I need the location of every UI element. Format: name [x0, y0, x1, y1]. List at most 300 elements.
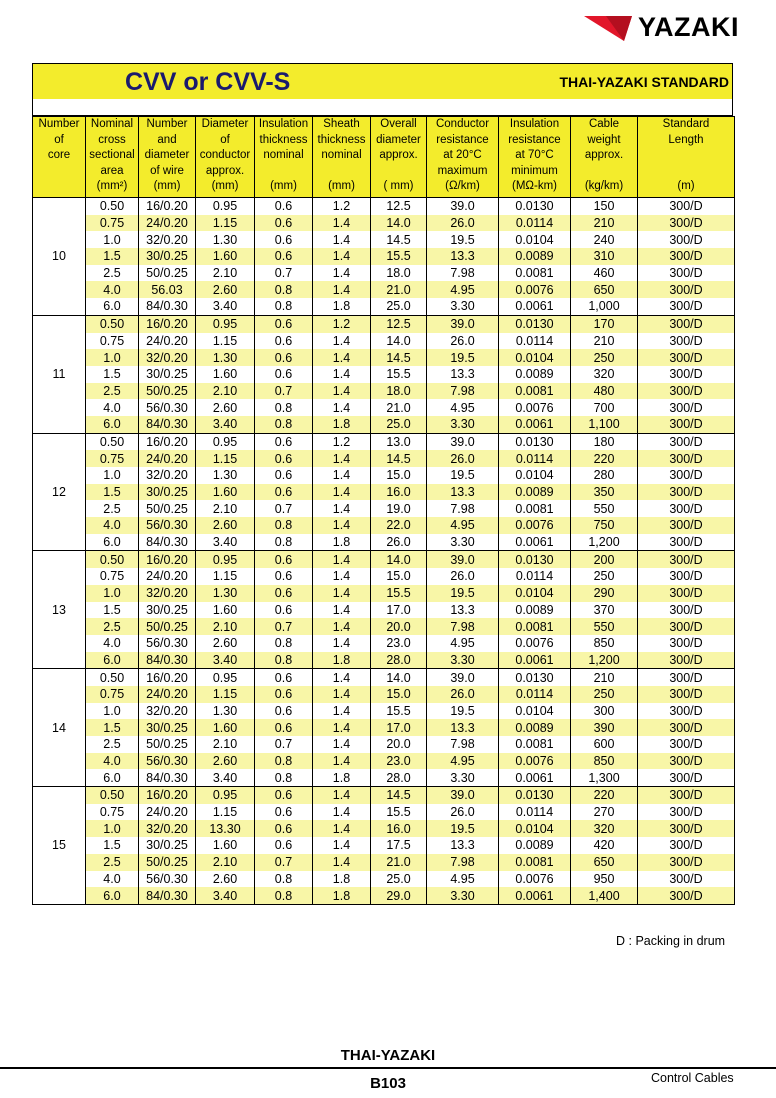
table-row: [33, 635, 735, 652]
table-cell: 1.4: [313, 787, 371, 804]
table-cell: 0.6: [255, 333, 313, 350]
table-cell: 1,000: [571, 298, 638, 315]
table-cell: 19.5: [427, 231, 499, 248]
table-cell: 300/D: [638, 534, 735, 551]
table-cell: 1.15: [196, 215, 255, 232]
table-cell: 21.0: [371, 854, 427, 871]
table-cell: 84/0.30: [139, 769, 196, 786]
table-cell: 0.0104: [499, 820, 571, 837]
table-cell: 0.6: [255, 602, 313, 619]
table-cell: 6.0: [86, 769, 139, 786]
table-cell: 4.0: [86, 399, 139, 416]
table-cell: 13.3: [427, 484, 499, 501]
table-cell: 1.4: [313, 248, 371, 265]
header-line: minimum: [511, 164, 558, 177]
table-cell: 7.98: [427, 500, 499, 517]
table-cell: 1.8: [313, 871, 371, 888]
table-cell: 300/D: [638, 871, 735, 888]
table-cell: 13.3: [427, 719, 499, 736]
table-cell: 0.0130: [499, 551, 571, 568]
table-cell: 7.98: [427, 383, 499, 400]
header-line: Number: [146, 118, 188, 130]
column-header: [196, 117, 255, 198]
table-cell: 1.2: [313, 433, 371, 450]
table-cell: 4.95: [427, 517, 499, 534]
table-cell: 0.8: [255, 517, 313, 534]
table-cell: 17.0: [371, 602, 427, 619]
table-cell: 1.4: [313, 602, 371, 619]
table-cell: 0.8: [255, 281, 313, 298]
header-line: (mm²): [96, 180, 128, 192]
table-cell: 1.4: [313, 568, 371, 585]
table-row: [33, 231, 735, 248]
table-cell: 7.98: [427, 736, 499, 753]
table-cell: 1.60: [196, 719, 255, 736]
table-cell: 14.0: [371, 551, 427, 568]
table-cell: 0.0130: [499, 787, 571, 804]
table-cell: 32/0.20: [139, 703, 196, 720]
table-cell: 1.5: [86, 602, 139, 619]
table-cell: 300/D: [638, 315, 735, 332]
table-cell: 1.60: [196, 484, 255, 501]
table-cell: 0.6: [255, 703, 313, 720]
table-cell: 1.15: [196, 686, 255, 703]
table-cell: 3.30: [427, 534, 499, 551]
table-cell: 2.5: [86, 618, 139, 635]
table-cell: 16/0.20: [139, 551, 196, 568]
table-cell: 50/0.25: [139, 736, 196, 753]
column-header: [139, 117, 196, 198]
table-cell: 0.75: [86, 215, 139, 232]
table-cell: 300/D: [638, 517, 735, 534]
table-cell: 210: [571, 215, 638, 232]
table-cell: 300/D: [638, 433, 735, 450]
table-cell: 950: [571, 871, 638, 888]
table-cell: 0.0114: [499, 450, 571, 467]
table-cell: 1.0: [86, 349, 139, 366]
table-cell: 300/D: [638, 383, 735, 400]
table-cell: 300/D: [638, 787, 735, 804]
header-line: Insulation: [509, 118, 560, 130]
table-cell: 1.0: [86, 703, 139, 720]
table-cell: 0.0089: [499, 366, 571, 383]
table-cell: 0.6: [255, 433, 313, 450]
table-cell: 0.0104: [499, 585, 571, 602]
table-cell: 29.0: [371, 887, 427, 904]
table-cell: 1.4: [313, 366, 371, 383]
table-cell: 2.5: [86, 500, 139, 517]
table-cell: 0.0061: [499, 298, 571, 315]
table-cell: 14.0: [371, 333, 427, 350]
table-cell: 0.0130: [499, 669, 571, 686]
table-cell: 300/D: [638, 568, 735, 585]
table-row: [33, 298, 735, 315]
table-cell: 2.60: [196, 753, 255, 770]
header-line: approx.: [584, 149, 624, 161]
header-line: [639, 164, 733, 180]
footer-divider: [0, 1067, 776, 1069]
table-cell: 0.6: [255, 686, 313, 703]
table-cell: 30/0.25: [139, 837, 196, 854]
core-count-cell: 10: [33, 198, 86, 316]
table-cell: 1,400: [571, 887, 638, 904]
table-cell: 0.0114: [499, 215, 571, 232]
table-cell: 6.0: [86, 298, 139, 315]
table-cell: 1.2: [313, 198, 371, 215]
table-cell: 0.0130: [499, 198, 571, 215]
table-cell: 0.75: [86, 804, 139, 821]
table-cell: 15.5: [371, 804, 427, 821]
table-cell: 16.0: [371, 820, 427, 837]
table-cell: 14.5: [371, 450, 427, 467]
table-cell: 1.4: [313, 383, 371, 400]
table-cell: 28.0: [371, 769, 427, 786]
table-cell: 4.0: [86, 281, 139, 298]
table-cell: 3.30: [427, 416, 499, 433]
table-cell: 2.60: [196, 517, 255, 534]
table-cell: 7.98: [427, 854, 499, 871]
table-cell: 1.4: [313, 669, 371, 686]
table-cell: 16.0: [371, 484, 427, 501]
table-cell: 0.0089: [499, 719, 571, 736]
table-row: [33, 887, 735, 904]
table-cell: 13.3: [427, 366, 499, 383]
table-cell: 300/D: [638, 231, 735, 248]
table-cell: 18.0: [371, 383, 427, 400]
table-cell: 1.15: [196, 804, 255, 821]
cable-spec-table: [32, 116, 735, 905]
table-cell: 84/0.30: [139, 887, 196, 904]
table-cell: 1.15: [196, 568, 255, 585]
table-cell: 16/0.20: [139, 787, 196, 804]
column-header: [255, 117, 313, 198]
table-cell: 0.0076: [499, 871, 571, 888]
header-line: [314, 164, 369, 180]
table-cell: 0.6: [255, 315, 313, 332]
table-cell: 4.95: [427, 399, 499, 416]
table-cell: 300/D: [638, 399, 735, 416]
table-cell: 290: [571, 585, 638, 602]
table-row: [33, 383, 735, 400]
standard-label: THAI-YAZAKI STANDARD: [559, 74, 729, 90]
table-cell: 24/0.20: [139, 568, 196, 585]
table-cell: 0.6: [255, 719, 313, 736]
title-spacer: [32, 99, 733, 116]
table-cell: 850: [571, 753, 638, 770]
header-line: Number: [38, 118, 80, 130]
table-cell: 16/0.20: [139, 198, 196, 215]
table-cell: 2.10: [196, 618, 255, 635]
header-line: at 20°C: [443, 149, 482, 161]
table-cell: 30/0.25: [139, 719, 196, 736]
table-cell: 0.8: [255, 753, 313, 770]
header-line: thickness: [259, 133, 308, 146]
table-cell: 1.4: [313, 820, 371, 837]
table-cell: 300/D: [638, 585, 735, 602]
page-number: B103: [370, 1075, 406, 1092]
table-cell: 20.0: [371, 736, 427, 753]
table-cell: 1.5: [86, 366, 139, 383]
table-cell: 240: [571, 231, 638, 248]
table-cell: 3.30: [427, 769, 499, 786]
table-row: [33, 551, 735, 568]
table-cell: 460: [571, 265, 638, 282]
table-cell: 2.10: [196, 265, 255, 282]
table-cell: 4.95: [427, 281, 499, 298]
header-line: approx.: [379, 149, 418, 161]
table-cell: 310: [571, 248, 638, 265]
table-cell: 250: [571, 349, 638, 366]
table-cell: 1.2: [313, 315, 371, 332]
table-cell: 39.0: [427, 198, 499, 215]
table-cell: 0.0061: [499, 887, 571, 904]
header-line: Insulation: [258, 118, 309, 130]
table-cell: 0.0061: [499, 652, 571, 669]
table-cell: 0.6: [255, 804, 313, 821]
table-cell: 0.0114: [499, 568, 571, 585]
table-cell: 300/D: [638, 854, 735, 871]
table-cell: 3.30: [427, 298, 499, 315]
header-line: core: [47, 149, 71, 161]
header-line: (mm): [153, 180, 181, 192]
table-cell: 4.95: [427, 635, 499, 652]
table-cell: 39.0: [427, 787, 499, 804]
header-line: [572, 164, 636, 180]
table-cell: 550: [571, 500, 638, 517]
table-row: [33, 450, 735, 467]
table-cell: 1.60: [196, 602, 255, 619]
table-cell: 0.50: [86, 787, 139, 804]
table-cell: 56.03: [139, 281, 196, 298]
header-line: (Ω/km): [445, 180, 480, 192]
table-cell: 19.0: [371, 500, 427, 517]
table-cell: 0.95: [196, 198, 255, 215]
table-cell: 2.5: [86, 854, 139, 871]
table-cell: 24/0.20: [139, 450, 196, 467]
table-cell: 0.75: [86, 450, 139, 467]
table-cell: 0.95: [196, 551, 255, 568]
table-cell: 1.4: [313, 484, 371, 501]
table-cell: 39.0: [427, 433, 499, 450]
table-cell: 19.5: [427, 820, 499, 837]
table-cell: 1.4: [313, 686, 371, 703]
header-line: approx.: [205, 164, 245, 177]
table-cell: 39.0: [427, 551, 499, 568]
table-cell: 13.3: [427, 602, 499, 619]
table-cell: 4.0: [86, 753, 139, 770]
table-cell: 56/0.30: [139, 517, 196, 534]
table-cell: 1.5: [86, 484, 139, 501]
table-cell: 0.8: [255, 887, 313, 904]
table-cell: 30/0.25: [139, 484, 196, 501]
header-line: maximum: [437, 164, 488, 177]
table-cell: 12.5: [371, 315, 427, 332]
table-row: [33, 281, 735, 298]
table-cell: 32/0.20: [139, 231, 196, 248]
table-cell: 0.6: [255, 231, 313, 248]
header-line: diameter: [376, 133, 421, 146]
table-cell: 0.50: [86, 198, 139, 215]
table-cell: 300/D: [638, 703, 735, 720]
table-cell: 0.6: [255, 568, 313, 585]
header-line: of: [220, 133, 230, 146]
table-cell: 0.0089: [499, 602, 571, 619]
table-cell: 3.40: [196, 887, 255, 904]
table-cell: 170: [571, 315, 638, 332]
table-cell: 320: [571, 366, 638, 383]
yazaki-arrow-icon: [584, 14, 634, 42]
table-cell: 0.50: [86, 551, 139, 568]
table-cell: 300/D: [638, 769, 735, 786]
table-cell: 0.6: [255, 787, 313, 804]
table-cell: 0.7: [255, 618, 313, 635]
table-cell: 15.5: [371, 703, 427, 720]
table-cell: 0.0076: [499, 399, 571, 416]
table-cell: 0.0089: [499, 248, 571, 265]
header-line: ( mm): [383, 180, 414, 192]
table-cell: 2.60: [196, 281, 255, 298]
table-cell: 26.0: [427, 450, 499, 467]
table-cell: 300/D: [638, 450, 735, 467]
table-cell: 1.4: [313, 333, 371, 350]
table-cell: 300/D: [638, 215, 735, 232]
table-cell: 13.3: [427, 837, 499, 854]
table-row: [33, 787, 735, 804]
table-cell: 600: [571, 736, 638, 753]
table-row: [33, 399, 735, 416]
table-cell: 50/0.25: [139, 854, 196, 871]
table-cell: 0.0130: [499, 433, 571, 450]
table-cell: 300/D: [638, 820, 735, 837]
table-cell: 300/D: [638, 500, 735, 517]
table-cell: 1,200: [571, 534, 638, 551]
header-line: sectional: [89, 149, 135, 161]
table-cell: 1,200: [571, 652, 638, 669]
table-cell: 1.4: [313, 265, 371, 282]
table-cell: 26.0: [427, 568, 499, 585]
header-line: [256, 164, 311, 180]
table-cell: 0.50: [86, 433, 139, 450]
table-cell: 1.30: [196, 349, 255, 366]
table-cell: 1.5: [86, 248, 139, 265]
table-cell: 0.0104: [499, 703, 571, 720]
table-cell: 0.6: [255, 349, 313, 366]
table-cell: 1.0: [86, 820, 139, 837]
table-cell: 14.5: [371, 349, 427, 366]
table-cell: 7.98: [427, 265, 499, 282]
table-cell: 19.5: [427, 467, 499, 484]
table-cell: 0.6: [255, 837, 313, 854]
table-cell: 15.0: [371, 467, 427, 484]
table-cell: 24/0.20: [139, 333, 196, 350]
table-cell: 1.0: [86, 467, 139, 484]
table-row: [33, 265, 735, 282]
table-cell: 15.5: [371, 585, 427, 602]
table-row: [33, 719, 735, 736]
table-row: [33, 517, 735, 534]
header-line: (MΩ-km): [512, 180, 557, 192]
header-line: cross: [98, 133, 126, 146]
yazaki-logo: [584, 12, 744, 46]
table-cell: 1.30: [196, 467, 255, 484]
table-cell: 300/D: [638, 298, 735, 315]
table-cell: 300/D: [638, 753, 735, 770]
table-row: [33, 837, 735, 854]
table-cell: 0.0089: [499, 837, 571, 854]
table-cell: 0.7: [255, 500, 313, 517]
header-line: (mm): [270, 180, 297, 192]
table-cell: 3.30: [427, 887, 499, 904]
core-count-cell: 15: [33, 787, 86, 905]
header-line: Diameter: [201, 118, 249, 130]
table-cell: 300/D: [638, 804, 735, 821]
table-cell: 14.0: [371, 669, 427, 686]
table-row: [33, 769, 735, 786]
table-cell: 25.0: [371, 416, 427, 433]
table-row: [33, 820, 735, 837]
table-cell: 320: [571, 820, 638, 837]
table-cell: 390: [571, 719, 638, 736]
table-cell: 0.8: [255, 871, 313, 888]
table-cell: 0.0104: [499, 231, 571, 248]
table-cell: 1.8: [313, 416, 371, 433]
table-cell: 0.7: [255, 383, 313, 400]
table-cell: 39.0: [427, 315, 499, 332]
table-cell: 0.0089: [499, 484, 571, 501]
table-cell: 0.0081: [499, 383, 571, 400]
table-row: [33, 602, 735, 619]
table-cell: 15.0: [371, 686, 427, 703]
table-cell: 180: [571, 433, 638, 450]
table-cell: 1.4: [313, 349, 371, 366]
table-cell: 1.4: [313, 804, 371, 821]
table-cell: 1.4: [313, 635, 371, 652]
header-line: (mm): [211, 180, 239, 192]
table-cell: 1.0: [86, 585, 139, 602]
header-line: conductor: [199, 149, 251, 161]
table-cell: 1.8: [313, 769, 371, 786]
table-cell: 0.0061: [499, 534, 571, 551]
table-row: [33, 215, 735, 232]
table-cell: 1.4: [313, 517, 371, 534]
table-cell: 300/D: [638, 618, 735, 635]
table-cell: 1.8: [313, 887, 371, 904]
table-cell: 84/0.30: [139, 416, 196, 433]
table-cell: 17.5: [371, 837, 427, 854]
table-cell: 220: [571, 787, 638, 804]
header-line: Overall: [380, 118, 417, 130]
table-cell: 1.5: [86, 719, 139, 736]
table-cell: 26.0: [427, 333, 499, 350]
header-line: nominal: [321, 149, 362, 161]
table-cell: 1.60: [196, 248, 255, 265]
brand-name: YAZAKI: [638, 12, 740, 42]
table-row: [33, 804, 735, 821]
table-cell: 2.10: [196, 383, 255, 400]
table-cell: 0.0114: [499, 804, 571, 821]
table-cell: 23.0: [371, 635, 427, 652]
header-line: at 70°C: [515, 149, 554, 161]
table-cell: 23.0: [371, 753, 427, 770]
table-cell: 0.0076: [499, 753, 571, 770]
table-row: [33, 585, 735, 602]
table-cell: 0.95: [196, 669, 255, 686]
table-cell: 300/D: [638, 484, 735, 501]
table-cell: 300/D: [638, 887, 735, 904]
header-line: (mm): [328, 180, 355, 192]
table-cell: 0.8: [255, 416, 313, 433]
table-cell: 420: [571, 837, 638, 854]
